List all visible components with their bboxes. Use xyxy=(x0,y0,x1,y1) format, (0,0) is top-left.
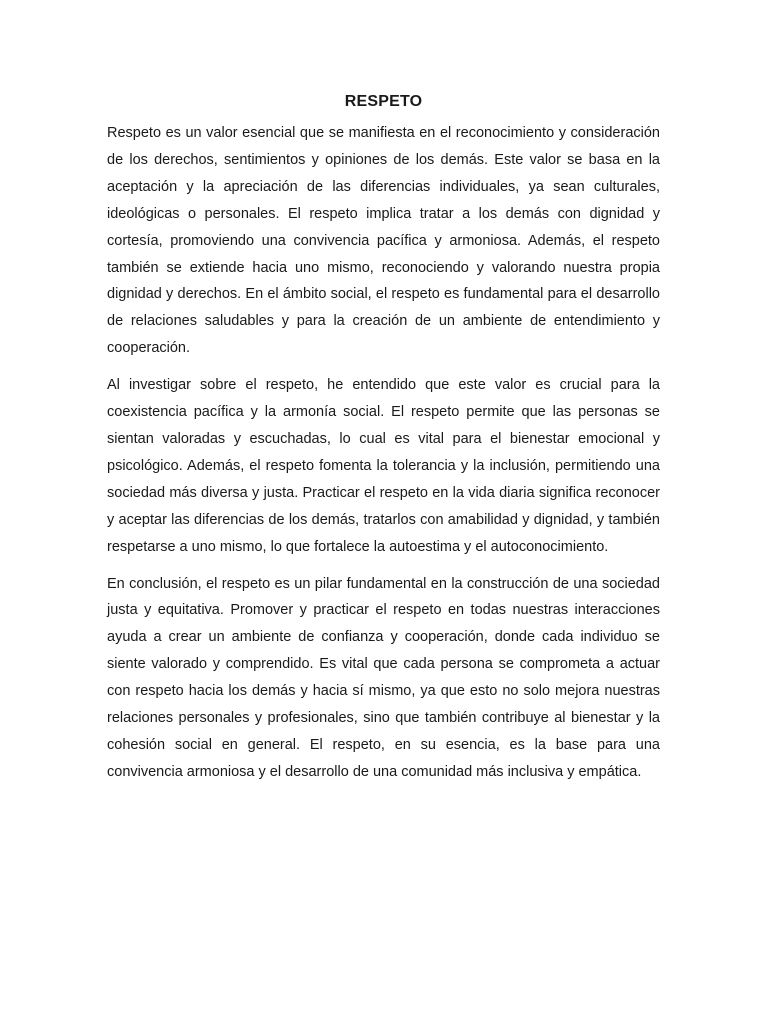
paragraph-2: Al investigar sobre el respeto, he entendido que este valor es crucial para la coexistencia pacífica y la armonía social. El respeto permite que las personas se sientan valoradas y escuchadas, lo cual es vital para el bienestar emocional y psicológico. Además, el respeto fomenta la tolerancia y la inclusión, permitiendo una sociedad más diversa y justa. Practicar el respeto en la vida diaria significa reconocer y aceptar las diferencias de los demás, tratarlos con amabilidad y dignidad, y también respetarse a uno mismo, lo que fortalece la autoestima y el autoconocimiento. xyxy=(107,377,660,555)
paragraph-1: Respeto es un valor esencial que se manifiesta en el reconocimiento y consideración de los derechos, sentimientos y opiniones de los demás. Este valor se basa en la aceptación y la apreciación de las diferencias individuales, ya sean culturales, ideológicas o personales. El respeto implica tratar a los demás con dignidad y cortesía, promoviendo una convivencia pacífica y armoniosa. Además, el respeto también se extiende hacia uno mismo, reconociendo y valorando nuestra propia dignidad y derechos. En el ámbito social, el respeto es fundamental para el desarrollo de relaciones saludables y para la creación de un ambiente de entendimiento y cooperación. xyxy=(107,125,660,357)
document-body xyxy=(107,90,660,796)
document-title: RESPETO xyxy=(344,93,423,110)
paragraph-3: En conclusión, el respeto es un pilar fundamental en la construcción de una sociedad justa y equitativa. Promover y practicar el respeto en todas nuestras interacciones ayuda a crear un ambiente de confianza y cooperación, donde cada individuo se siente valorado y comprendido. Es vital que cada persona se comprometa a actuar con respeto hacia los demás y hacia sí mismo, ya que esto no solo mejora nuestras relaciones personales y profesionales, sino que también contribuye al bienestar y la cohesión social en general. El respeto, en su esencia, es la base para una convivencia armoniosa y el desarrollo de una comunidad más inclusiva y empática. xyxy=(107,575,660,780)
